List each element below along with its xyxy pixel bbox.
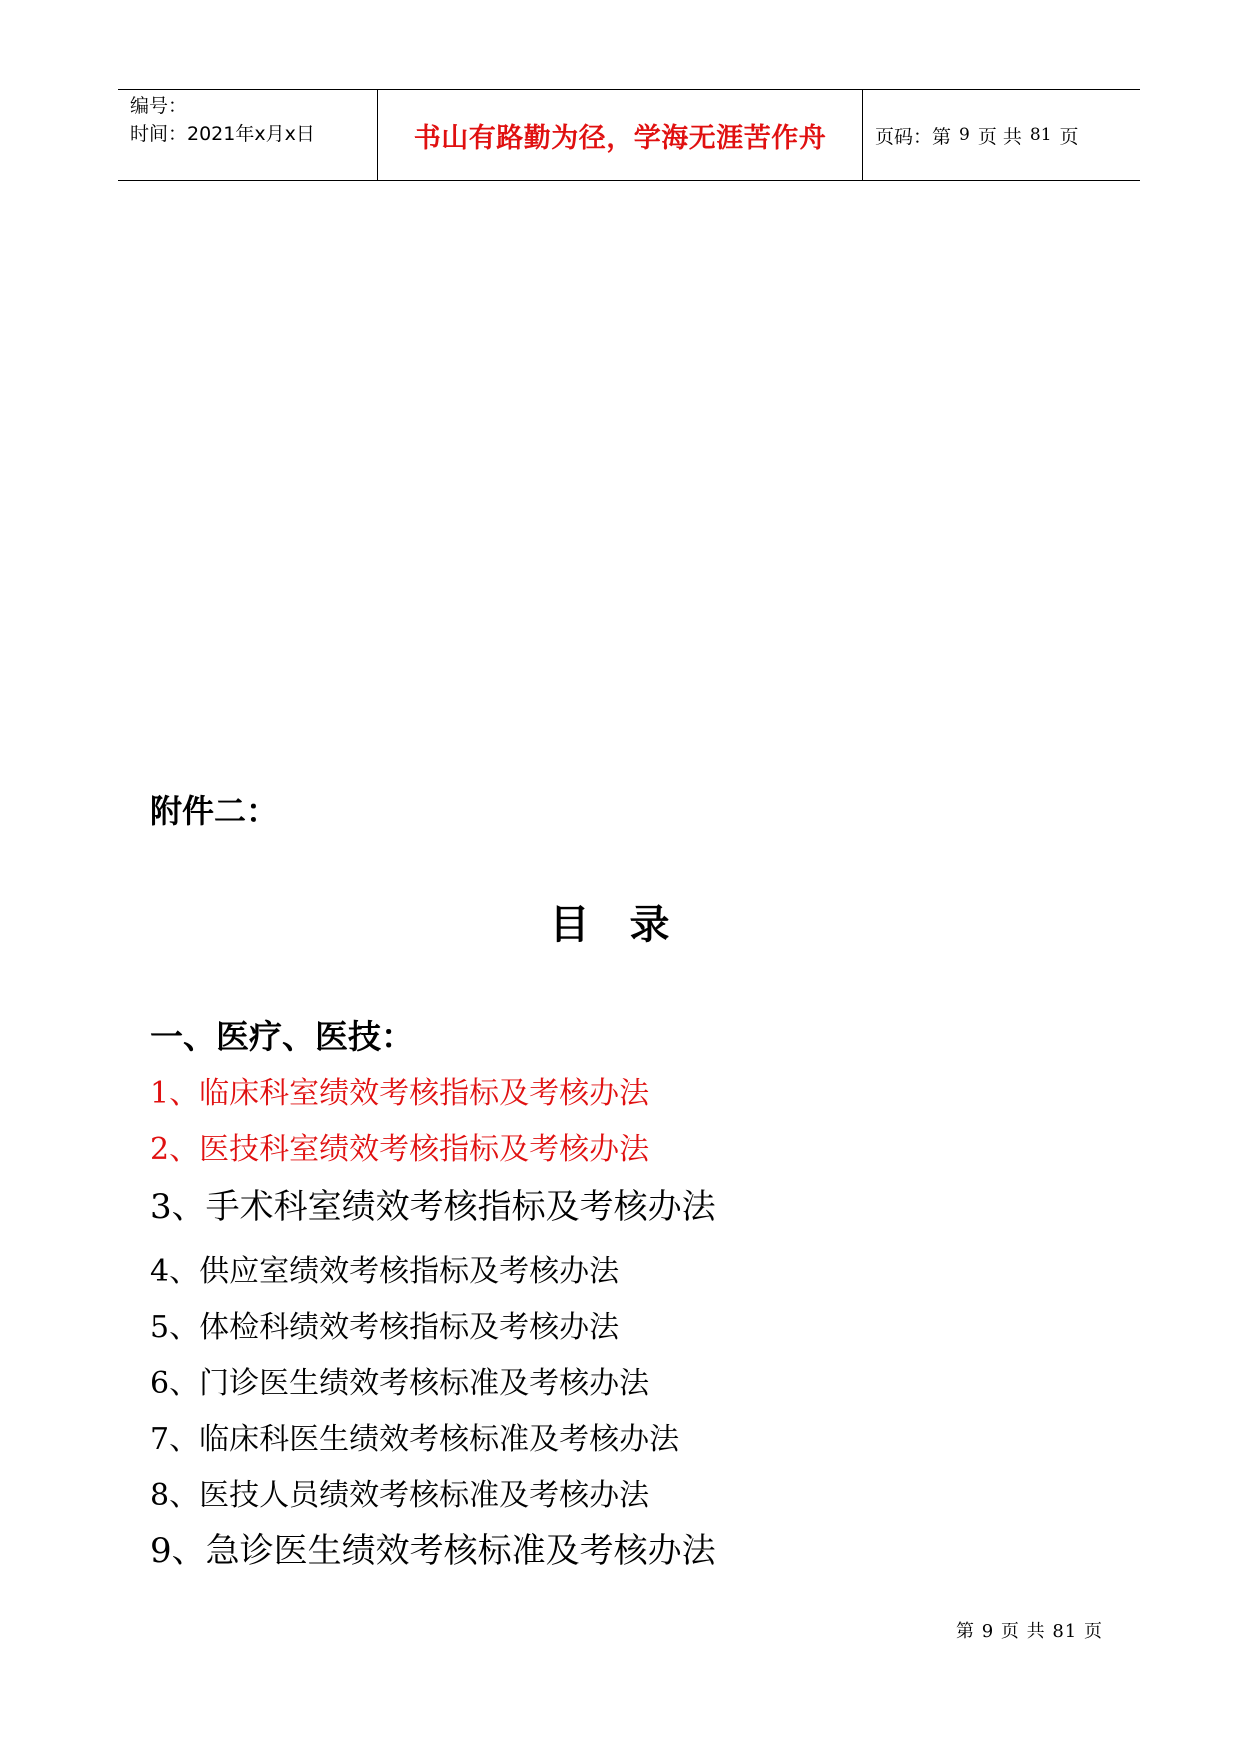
header-motto-cell <box>378 90 863 180</box>
toc-item-8: 8、医技人员绩效考核标准及考核办法 <box>150 1478 650 1513</box>
toc-item-9: 9、急诊医生绩效考核标准及考核办法 <box>150 1531 716 1571</box>
page-total: 81 <box>1029 125 1052 145</box>
toc-item-2: 2、医技科室绩效考核指标及考核办法 <box>150 1132 650 1167</box>
header-info-cell <box>118 90 378 180</box>
header-page-cell <box>863 90 1140 180</box>
page-suffix: 页 <box>1059 125 1079 148</box>
toc-item-6: 6、门诊医生绩效考核标准及考核办法 <box>150 1366 650 1401</box>
header-table <box>118 89 1140 181</box>
toc-item-3: 3、手术科室绩效考核指标及考核办法 <box>150 1187 716 1227</box>
attachment-title: 附件二： <box>150 792 279 830</box>
page-current: 9 <box>959 125 970 145</box>
header-motto: 书山有路勤为径，学海无涯苦作舟 <box>413 122 827 154</box>
toc-item-5: 5、体检科绩效考核指标及考核办法 <box>150 1310 620 1345</box>
toc-item-7: 7、临床科医生绩效考核标准及考核办法 <box>150 1422 680 1457</box>
toc-title: 目录 <box>549 902 710 948</box>
document-time-label: 时间：2021年x月x日 <box>130 123 315 145</box>
section-title: 一、医疗、医技： <box>150 1017 414 1056</box>
page-middle: 页 共 <box>977 125 1022 148</box>
toc-item-1: 1、临床科室绩效考核指标及考核办法 <box>150 1076 650 1111</box>
toc-item-4: 4、供应室绩效考核指标及考核办法 <box>150 1254 620 1289</box>
document-number-label: 编号： <box>130 95 188 117</box>
page-prefix: 页码：第 <box>875 125 952 148</box>
page-footer: 第 9 页 共 81 页 <box>956 1621 1103 1642</box>
